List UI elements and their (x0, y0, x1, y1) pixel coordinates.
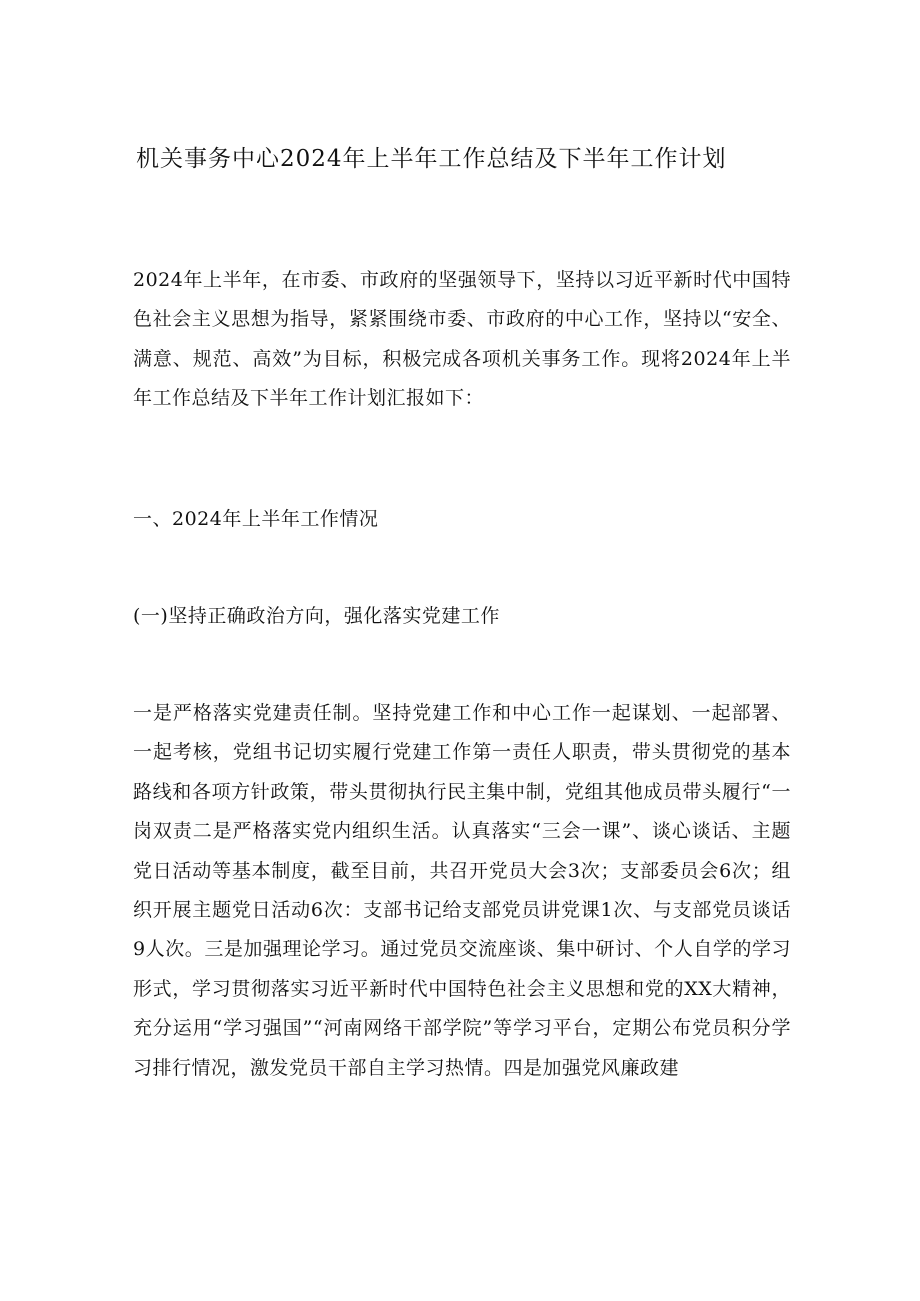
section-heading: 一、2024年上半年工作情况 (133, 508, 379, 530)
subsection-heading: (一)坚持正确政治方向，强化落实党建工作 (133, 605, 500, 627)
intro-paragraph: 2024年上半年，在市委、市政府的坚强领导下，坚持以习近平新时代中国特色社会主义思想为指导，紧紧围绕市委、市政府的中心工作，坚持以“安全、满意、规范、高效”为目标，积极完成各项机关事务工作。现将2024年上半年工作总结及下半年工作计划汇报如下： (133, 269, 791, 410)
document-title: 机关事务中心2024年上半年工作总结及下半年工作计划 (136, 146, 727, 172)
body-paragraph: 一是严格落实党建责任制。坚持党建工作和中心工作一起谋划、一起部署、一起考核，党组书记切实履行党建工作第一责任人职责，带头贯彻党的基本路线和各项方针政策，带头贯彻执行民主集中制，党组其他成员带头履行“一岗双责二是严格落实党内组织生活。认真落实“三会一课”、谈心谈话、主题党日活动等基本制度，截至目前，共召开党员大会3次；支部委员会6次；组织开展主题党日活动6次：支部书记给支部党员讲党课1次、与支部党员谈话9人次。三是加强理论学习。通过党员交流座谈、集中研讨、个人自学的学习形式，学习贯彻落实习近平新时代中国特色社会主义思想和党的XX大精神，充分运用“学习强国”“河南网络干部学院”等学习平台，定期公布党员积分学习排行情况，激发党员干部自主学习热情。四是加强党风廉政建 (133, 702, 791, 1079)
